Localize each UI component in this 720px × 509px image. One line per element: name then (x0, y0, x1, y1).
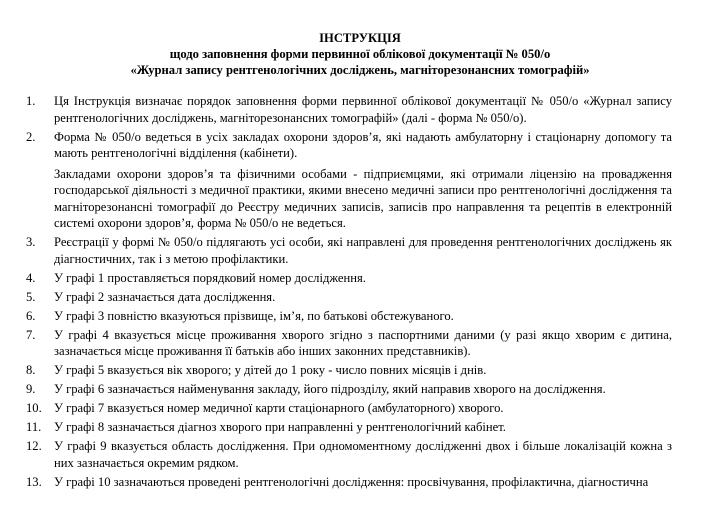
list-item-text: У графі 8 зазначається діагноз хворого при направленні у рентгенологічний кабінет. (54, 420, 506, 434)
document-body (0, 93, 720, 490)
list-item-number: 6. (26, 308, 36, 323)
list-item-number: 9. (26, 382, 36, 396)
list-item (26, 270, 672, 287)
list-item-number: 13. (26, 474, 42, 489)
list-item-number: 12. (26, 439, 42, 453)
list-item-text: У графі 1 проставляється порядковий номер дослідження. (54, 270, 366, 285)
list-item (26, 381, 672, 398)
list-item-number: 4. (26, 270, 36, 285)
list-item (26, 289, 672, 306)
list-item-number: 7. (26, 327, 36, 342)
document-header (0, 30, 720, 78)
list-item-text: У графі 9 вказується область дослідження. При одномоментному дослідженні двох і більше локалізацій кожна з них зазначається окремим рядком. (54, 439, 672, 470)
note-paragraph: Закладами охорони здоров’я та фізичними особами - підприємцями, які отримали ліцензію на провадження господарської діяльності з медичної практики, якими внесено медичні записи про рентгенологічні дослідження та магніторезонансні томографії до Реєстру медичних записів, записів про направлення та рецептів в електронній системі охорони здоров’я, форма № 050/о не ведеться. (54, 166, 672, 230)
list-item-number: 11. (26, 420, 42, 434)
list-item (26, 419, 672, 436)
document-title: ІНСТРУКЦІЯ (319, 31, 401, 45)
list-item (26, 234, 672, 267)
list-item-text: Форма № 050/о ведеться в усіх закладах охорони здоров’я, які надають амбулаторну і стаціонарну допомогу та мають рентгенологічні відділення (кабінети). (54, 129, 672, 160)
list-item (26, 474, 672, 491)
list-item-number: 2. (26, 129, 36, 144)
list-item (26, 308, 672, 325)
list-item-number: 10. (26, 401, 42, 415)
list-item-number: 1. (26, 94, 36, 108)
list-item-text: У графі 7 вказується номер медичної карти стаціонарного (амбулаторного) хворого. (54, 401, 504, 415)
list-item (26, 400, 672, 417)
list-item-number: 5. (26, 289, 36, 304)
list-item-number: 3. (26, 235, 36, 249)
list-item-text: У графі 6 зазначається найменування закладу, його підрозділу, який направив хворого на дослідження. (54, 382, 606, 396)
list-item-text: У графі 5 вказується вік хворого; у дітей до 1 року - число повних місяців і днів. (54, 363, 487, 377)
list-item-number: 8. (26, 363, 36, 377)
list-item (26, 129, 672, 162)
document-subtitle-line-2: «Журнал запису рентгенологічних досліджень, магніторезонансних томографій» (130, 63, 590, 77)
list-item-text: У графі 3 повністю вказуються прізвище, ім’я, по батькові обстежуваного. (54, 308, 454, 323)
document-subtitle-line-1: щодо заповнення форми первинної облікової документації № 050/о (169, 47, 551, 61)
list-item (26, 327, 672, 360)
list-item (26, 362, 672, 379)
list-item-text: Реєстрації у формі № 050/о підлягають усі особи, які направлені для проведення рентгенологічних досліджень як діагностичних, так і з метою профілактики. (54, 235, 672, 266)
list-item-text: Ця Інструкція визначає порядок заповнення форми первинної облікової документації № 050/о «Журнал запису рентгенологічних досліджень, магніторезонансних томографій» (далі - форма № 050/о). (54, 94, 672, 125)
list-item-text: У графі 4 вказується місце проживання хворого згідно з паспортними даними (у разі якщо хворим є дитина, зазначається місце проживання її батьків або інших законних представників). (54, 327, 672, 358)
list-item (26, 93, 672, 126)
list-item (26, 438, 672, 471)
list-item-text: У графі 2 зазначається дата дослідження. (54, 289, 276, 304)
list-item-text: У графі 10 зазначаються проведені рентгенологічні дослідження: просвічування, профілактична, діагностична (54, 474, 649, 489)
